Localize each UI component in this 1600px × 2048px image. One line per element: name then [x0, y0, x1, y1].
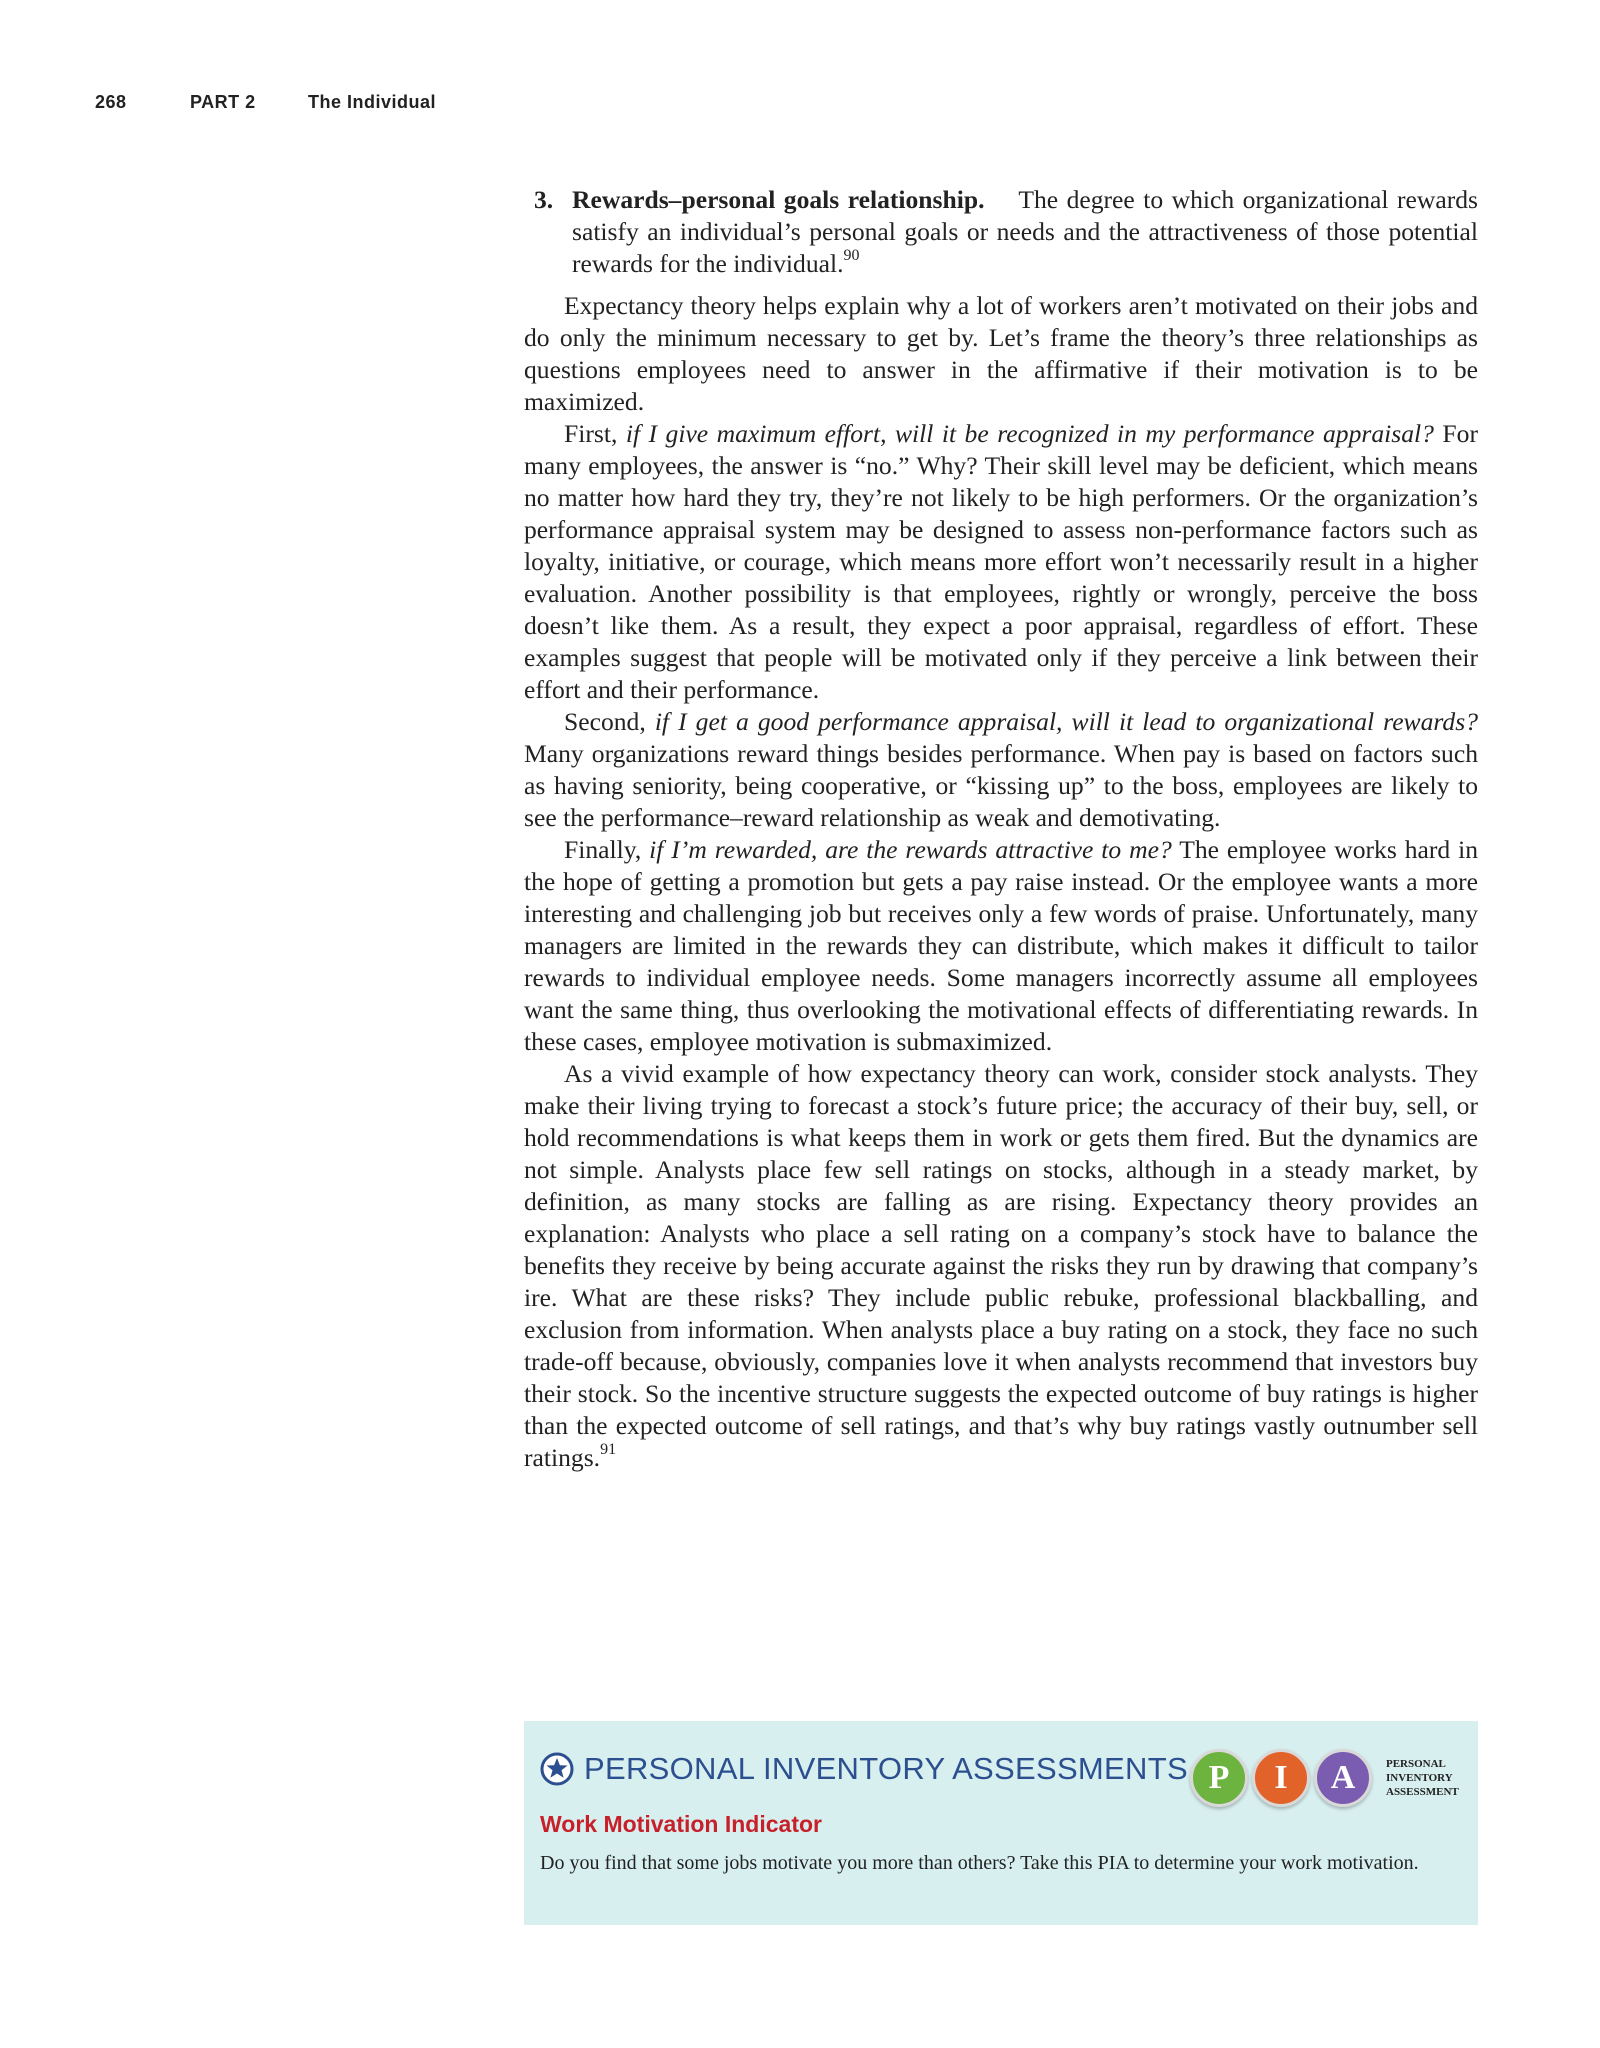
pia-heading	[540, 1749, 1188, 1789]
paragraph-text: As a vivid example of how expectancy theory can work, consider stock analysts. They make their living trying to forecast a stock’s future price; the accuracy of their buy, sell, or hold recommendations is what keeps them in work or gets them fired. But the dynamics are not simple. Analysts place few sell ratings on stocks, although in a steady market, by definition, as many stocks are falling as are rising. Expectancy theory provides an explanation: Analysts who place a sell rating on a company’s stock have to balance the benefits they receive by being accurate against the risks they run by drawing that company’s ire. What are these risks? They include public rebuke, professional blackballing, and exclusion from information. When analysts place a buy rating on a stock, they face no such trade-off because, obviously, companies love it when analysts recommend that investors buy their stock. So the incentive structure suggests the expected outcome of buy ratings is higher than the expected outcome of sell ratings, and that’s why buy ratings vastly outnumber sell ratings.	[524, 1059, 1478, 1472]
pia-logo-caption	[1386, 1757, 1476, 1799]
paragraph-question: if I give maximum effort, will it be recognized in my performance appraisal?	[625, 419, 1434, 448]
pia-subtitle: Work Motivation Indicator	[540, 1811, 822, 1837]
page-number: 268	[95, 92, 127, 112]
pia-logo-a: A	[1314, 1749, 1372, 1807]
paragraph-lead: Finally,	[564, 835, 642, 864]
paragraph-question: if I get a good performance appraisal, will it lead to organizational rewards?	[654, 707, 1478, 736]
part-label: PART 2	[190, 92, 256, 112]
paragraph	[524, 834, 1478, 1058]
footnote-ref: 90	[843, 247, 860, 265]
paragraph-text: Many organizations reward things besides performance. When pay is based on factors such as having seniority, being cooperative, or “kissing up” to the boss, employees are likely to see the performance–reward relationship as weak and demotivating.	[524, 739, 1478, 832]
paragraph	[524, 418, 1478, 706]
pia-heading-text: PERSONAL INVENTORY ASSESSMENTS	[584, 1751, 1188, 1786]
paragraph	[524, 1058, 1478, 1474]
pia-logo-p: P	[1190, 1749, 1248, 1807]
paragraph	[524, 706, 1478, 834]
pia-caption-line: INVENTORY	[1386, 1772, 1453, 1784]
body-text	[524, 184, 1478, 1474]
paragraph-lead: First,	[564, 419, 618, 448]
pia-caption-line: ASSESSMENT	[1386, 1786, 1459, 1798]
paragraph-text: Expectancy theory helps explain why a lot of workers aren’t motivated on their jobs and do only the minimum necessary to get by. Let’s frame the theory’s three relationships as questions employees need to answer in the affirmative if their motivation is to be maximized.	[524, 291, 1478, 416]
paragraph-question: if I’m rewarded, are the rewards attractive to me?	[649, 835, 1172, 864]
list-text: The degree to which organizational rewards satisfy an individual’s personal goals or needs and the attractiveness of those potential rewards for the individual.	[572, 185, 1478, 278]
paragraph-text: The employee works hard in the hope of getting a promotion but gets a pay raise instead. Or the employee wants a more interesting and challenging job but receives only a few words of praise. Unfortunately, many managers are limited in the rewards they can distribute, which makes it difficult to tailor rewards to individual employee needs. Some managers incorrectly assume all employees want the same thing, thus overlooking the motivational effects of differentiating rewards. In these cases, employee motivation is submaximized.	[524, 835, 1478, 1056]
numbered-list-item	[524, 184, 1478, 280]
paragraph-text: For many employees, the answer is “no.” Why? Their skill level may be deficient, which means no matter how hard they try, they’re not likely to be high performers. Or the organization’s performance appraisal system may be designed to assess non-performance factors such as loyalty, initiative, or courage, which means more effort won’t necessarily result in a higher evaluation. Another possibility is that employees, rightly or wrongly, perceive the boss doesn’t like them. As a result, they expect a poor appraisal, regardless of effort. These examples suggest that people will be motivated only if they perceive a link between their effort and their performance.	[524, 419, 1478, 704]
part-title: The Individual	[308, 92, 437, 112]
pia-logo	[1190, 1749, 1470, 1813]
list-lead: Rewards–personal goals relationship.	[572, 185, 985, 214]
pia-box	[524, 1721, 1478, 1925]
pia-description: Do you find that some jobs motivate you more than others? Take this PIA to determine your work motivation.	[540, 1852, 1419, 1874]
pia-logo-i: I	[1252, 1749, 1310, 1807]
paragraph-lead: Second,	[564, 707, 646, 736]
list-number: 3.	[534, 185, 554, 214]
footnote-ref: 91	[600, 1441, 617, 1459]
pia-caption-line: PERSONAL	[1386, 1758, 1446, 1770]
paragraph	[524, 290, 1478, 418]
star-icon	[540, 1752, 574, 1786]
